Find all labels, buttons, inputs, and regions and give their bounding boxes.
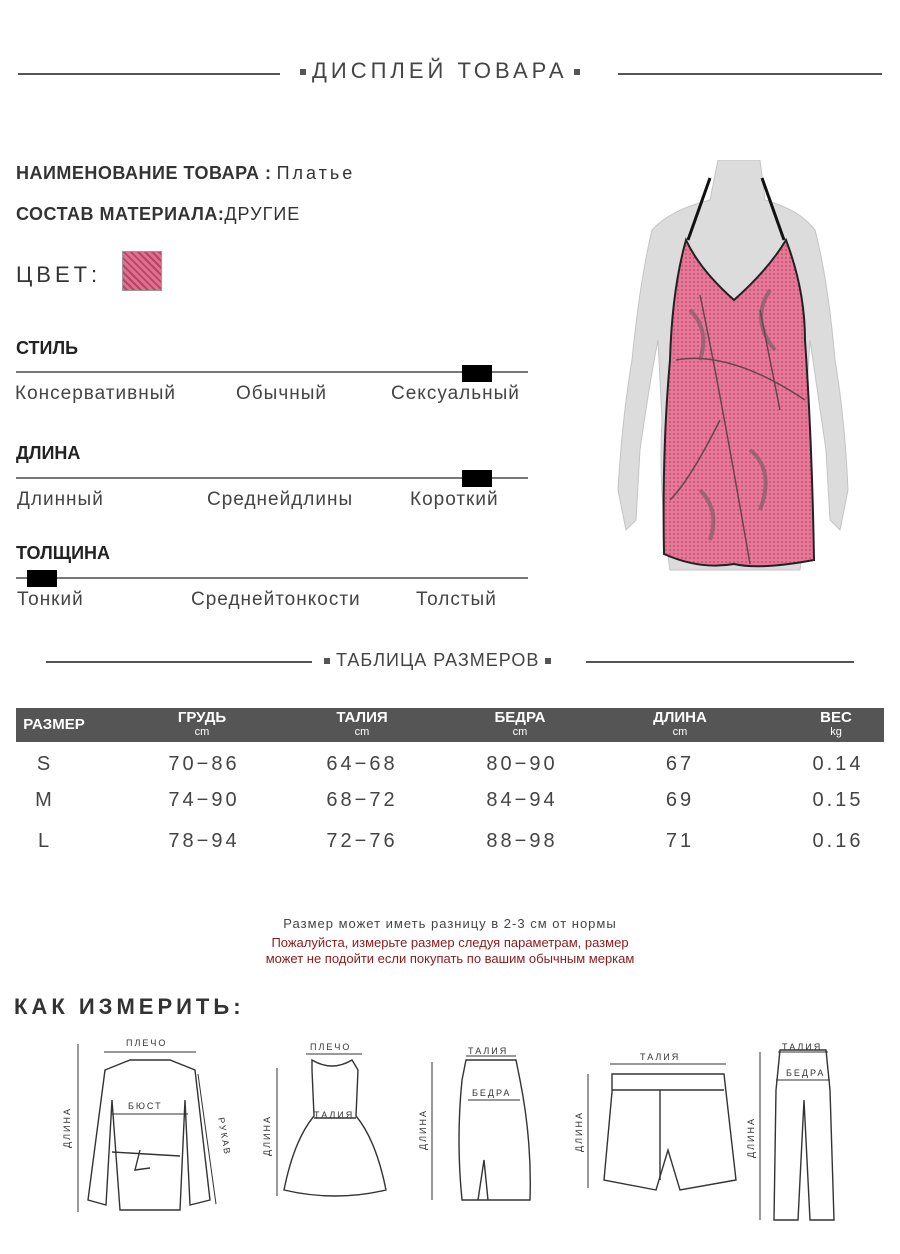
size-table-title: ТАБЛИЦА РАЗМЕРОВ — [318, 650, 557, 671]
pants-length-label: ДЛИНА — [746, 1117, 756, 1158]
dress-length-label: ДЛИНА — [262, 1115, 272, 1156]
table-cell: 64−68 — [326, 753, 398, 775]
style-track[interactable] — [16, 371, 528, 373]
measure-warning: Пожалуйста, измерьте размер следуя параметрам, размер — [271, 935, 629, 950]
header-bust: ГРУДЬ cm — [177, 709, 227, 738]
thickness-option-medium[interactable]: Среднейтонкости — [191, 589, 361, 610]
skirt-length-label: ДЛИНА — [418, 1109, 428, 1150]
size-cell: S — [36, 753, 54, 775]
jacket-length-label: ДЛИНА — [62, 1107, 72, 1148]
thickness-marker[interactable] — [27, 570, 57, 587]
length-track[interactable] — [16, 477, 528, 479]
jacket-sleeve-label: РУКАВ — [216, 1116, 233, 1157]
table-cell: 88−98 — [486, 830, 558, 852]
color-swatch[interactable] — [122, 251, 162, 291]
thickness-track[interactable] — [16, 577, 528, 579]
pants-waist-label: ТАЛИЯ — [782, 1042, 823, 1052]
thickness-option-thin[interactable]: Тонкий — [17, 589, 84, 610]
title-bullet-icon — [324, 658, 330, 664]
title-bullet-icon — [574, 69, 580, 75]
pants-hips-label: БЕДРА — [786, 1068, 826, 1078]
style-option-sexy[interactable]: Сексуальный — [391, 383, 520, 404]
style-label: СТИЛЬ — [16, 338, 79, 358]
size-note: Размер может иметь разницу в 2-3 см от нормы — [283, 916, 617, 931]
length-option-short[interactable]: Короткий — [410, 489, 499, 510]
table-cell: 68−72 — [326, 789, 398, 811]
jacket-belt — [112, 1150, 180, 1170]
style-option-casual[interactable]: Обычный — [236, 383, 327, 404]
shorts-waistband — [612, 1090, 724, 1180]
product-color: ЦВЕТ: — [16, 262, 102, 287]
thickness-label: ТОЛЩИНА — [16, 543, 111, 563]
style-option-conservative[interactable]: Консервативный — [15, 383, 176, 404]
length-option-medium[interactable]: Среднейдлины — [207, 489, 354, 510]
dress-shoulder-label: ПЛЕЧО — [310, 1042, 352, 1052]
size-cell: M — [35, 789, 55, 811]
dress-waist-label: ТАЛИЯ — [314, 1110, 355, 1120]
length-option-long[interactable]: Длинный — [17, 489, 104, 510]
table-cell: 67 — [665, 753, 695, 775]
shorts-outline — [604, 1074, 736, 1190]
skirt-slit — [478, 1160, 488, 1200]
jacket-outline — [88, 1060, 210, 1210]
title-bullet-icon — [300, 69, 306, 75]
title-bullet-icon — [545, 658, 551, 664]
table-cell: 70−86 — [168, 753, 240, 775]
jacket-bust-label: БЮСТ — [128, 1101, 163, 1111]
length-marker[interactable] — [462, 470, 492, 487]
header-length: ДЛИНА cm — [653, 709, 707, 738]
product-material: СОСТАВ МАТЕРИАЛА:ДРУГИЕ — [16, 204, 301, 224]
measure-warning: может не подойти если покупать по вашим обычным меркам — [265, 951, 635, 966]
header-rule-left — [18, 73, 280, 75]
header-hips: БЕДРА cm — [494, 709, 546, 738]
dress-outline — [284, 1060, 386, 1196]
header-waist: ТАЛИЯ cm — [336, 709, 388, 738]
table-cell: 0.14 — [812, 753, 864, 775]
header-size: РАЗМЕР — [23, 716, 85, 733]
shorts-length-label: ДЛИНА — [574, 1111, 584, 1152]
length-label: ДЛИНА — [16, 443, 81, 463]
table-cell: 80−90 — [486, 753, 558, 775]
table-cell: 72−76 — [326, 830, 398, 852]
size-table-rule-left — [46, 661, 312, 663]
product-name: НАИМЕНОВАНИЕ ТОВАРА : Платье — [16, 163, 356, 183]
table-cell: 0.16 — [812, 830, 864, 852]
skirt-hips-label: БЕДРА — [472, 1088, 512, 1098]
table-cell: 78−94 — [168, 830, 240, 852]
size-cell: L — [37, 830, 53, 852]
table-cell: 0.15 — [812, 789, 864, 811]
skirt-outline — [459, 1060, 530, 1200]
thickness-option-thick[interactable]: Толстый — [416, 589, 497, 610]
style-marker[interactable] — [462, 365, 492, 382]
jacket-shoulder-label: ПЛЕЧО — [126, 1038, 168, 1048]
how-to-measure-title: КАК ИЗМЕРИТЬ: — [14, 994, 245, 1019]
shorts-waist-label: ТАЛИЯ — [640, 1052, 681, 1062]
size-table-rule-right — [586, 661, 854, 663]
table-cell: 84−94 — [486, 789, 558, 811]
table-cell: 69 — [665, 789, 695, 811]
skirt-waist-label: ТАЛИЯ — [468, 1046, 509, 1056]
size-table-header — [16, 708, 884, 742]
product-photo — [600, 160, 862, 608]
table-cell: 71 — [665, 830, 695, 852]
header-weight: ВЕС kg — [820, 709, 852, 738]
measure-diagrams — [0, 1030, 900, 1230]
jacket-sleeve-arrow — [198, 1074, 216, 1204]
table-cell: 74−90 — [168, 789, 240, 811]
header-rule-right — [618, 73, 882, 75]
page-title: ДИСПЛЕЙ ТОВАРА — [294, 58, 586, 84]
